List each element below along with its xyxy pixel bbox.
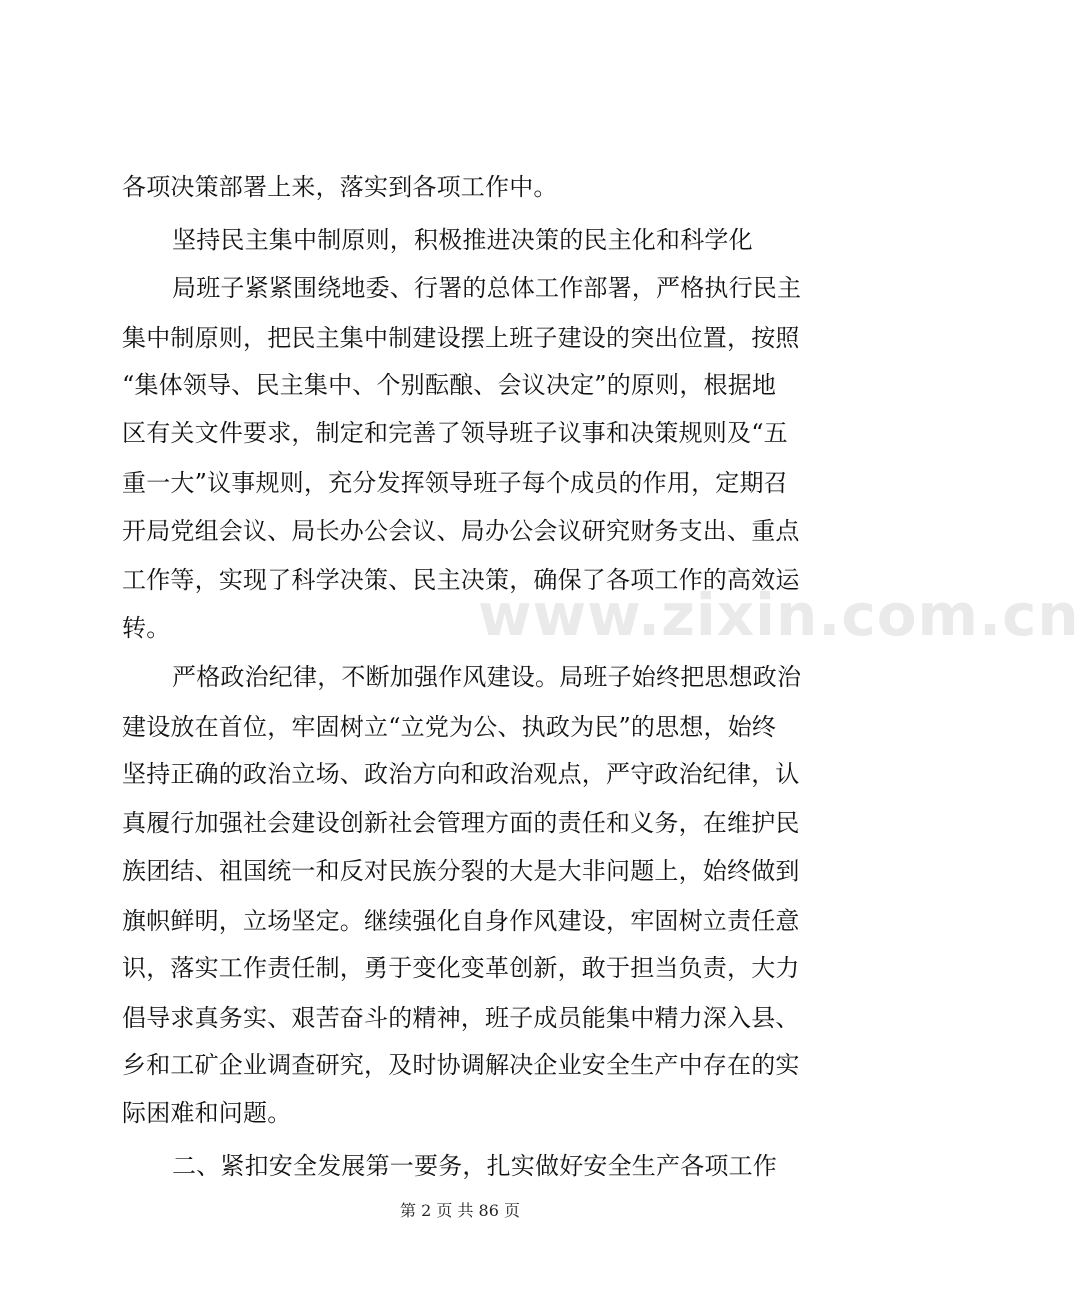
text-line: 族团结、祖国统一和反对民族分裂的大是大非问题上，始终做到 <box>122 857 800 885</box>
text-line: 识，落实工作责任制，勇于变化变革创新，敢于担当负责，大力 <box>122 954 800 982</box>
text-line: 旗帜鲜明，立场坚定。继续强化自身作风建设，牢固树立责任意 <box>122 907 800 935</box>
text-line: 区有关文件要求，制定和完善了领导班子议事和决策规则及“五 <box>122 419 788 447</box>
section-heading: 二、紧扣安全发展第一要务，扎实做好安全生产各项工作 <box>172 1152 777 1180</box>
text-line: 转。 <box>122 614 171 642</box>
watermark: www.zixin.com.cn <box>478 581 1080 649</box>
text-line: 严格政治纪律，不断加强作风建设。局班子始终把思想政治 <box>172 663 802 691</box>
text-line: 真履行加强社会建设创新社会管理方面的责任和义务，在维护民 <box>122 809 800 837</box>
text-line: 局班子紧紧围绕地委、行署的总体工作部署，严格执行民主 <box>172 274 802 302</box>
text-line: 重一大”议事规则，充分发挥领导班子每个成员的作用，定期召 <box>122 469 788 497</box>
text-line: 工作等，实现了科学决策、民主决策，确保了各项工作的高效运 <box>122 566 800 594</box>
text-line: 开局党组会议、局长办公会议、局办公会议研究财务支出、重点 <box>122 517 800 545</box>
text-line: 建设放在首位，牢固树立“立党为公、执政为民”的思想，始终 <box>122 713 777 741</box>
text-line: 坚持正确的政治立场、政治方向和政治观点，严守政治纪律，认 <box>122 760 800 788</box>
text-line: 坚持民主集中制原则，积极推进决策的民主化和科学化 <box>172 226 753 254</box>
text-line: 际困难和问题。 <box>122 1099 292 1127</box>
text-line: 各项决策部署上来，落实到各项工作中。 <box>122 173 558 201</box>
text-line: 乡和工矿企业调查研究，及时协调解决企业安全生产中存在的实 <box>122 1051 800 1079</box>
text-line: 倡导求真务实、艰苦奋斗的精神，班子成员能集中精力深入县、 <box>122 1004 800 1032</box>
page-number: 第 2 页 共 86 页 <box>400 1201 520 1220</box>
text-line: “集体领导、民主集中、个别酝酿、会议决定”的原则，根据地 <box>122 371 777 399</box>
text-line: 集中制原则，把民主集中制建设摆上班子建设的突出位置，按照 <box>122 324 800 352</box>
